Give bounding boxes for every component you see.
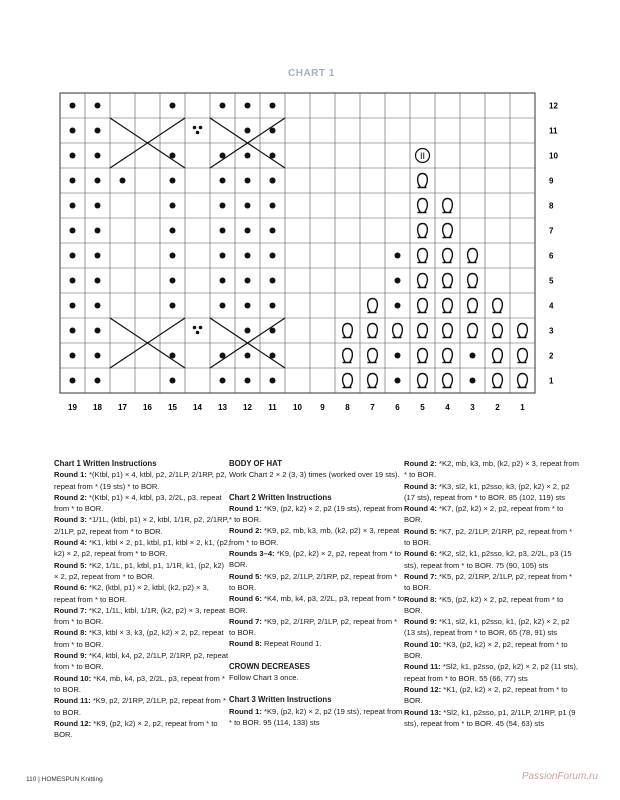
chart1-instructions [54,458,230,740]
round-instruction [404,639,580,662]
purl-dot [95,378,101,384]
col-number: 13 [218,403,227,412]
purl-dot [245,103,251,109]
purl-dot [95,303,101,309]
round-instruction [54,605,230,628]
purl-dot [245,253,251,259]
round-instruction [229,616,405,639]
round-instruction [404,481,580,504]
round-label: Round 2: [54,492,87,502]
col-number: 16 [143,403,152,412]
round-text: *K3, ktbl × 3, k3, (p2, k2) × 2, p2, repeat from * to BOR. [54,628,224,649]
col-number: 12 [243,403,252,412]
purl-dot [70,178,76,184]
round-text: *1/1L, (ktbl, p1) × 2, ktbl, 1/1R, p2, 2/1RP, 2/1LP, p2, repeat from * to BOR. [54,515,229,536]
purl-dot [245,153,251,159]
purl-dot [70,303,76,309]
round-instruction [229,706,405,729]
col-number: 4 [445,403,450,412]
chart1-heading: Chart 1 Written Instructions [54,459,157,468]
round-label: Round 11: [404,662,441,672]
round-text: *K9, (p2, k2) × 2, p2 (19 sts), repeat from * to BOR. 95 (114, 133) sts [229,706,403,727]
purl-dot [170,303,176,309]
col-number: 3 [470,403,475,412]
row-number: 7 [549,226,554,236]
round-text: *Sl2, k1, p2sso, (p2, k2) × 2, p2 (11 sts), repeat from * to BOR. 55 (66, 77) sts [404,662,578,683]
crown-decreases-text: Follow Chart 3 once. [229,673,299,683]
row-number: 5 [549,276,554,286]
round-text: *K9, (p2, k2) × 2, p2, repeat from * to BOR. [229,549,401,570]
purl-dot [220,378,226,384]
purl-dot [395,278,401,284]
round-label: Round 3: [404,481,437,491]
col-number: 15 [168,403,177,412]
purl-dot [395,303,401,309]
round-label: Round 11: [54,696,91,706]
purl-dot [70,153,76,159]
round-instruction [404,458,580,481]
round-text: *(Ktbl, p1) × 4, ktbl, p3, 2/2L, p3, repeat from * to BOR. [54,492,222,514]
bobble-dot [199,326,203,330]
round-text: *K4, ktbl, k4, p2, 2/1LP, 2/1RP, p2, repeat from * to BOR. [54,651,229,672]
chart-title: CHART 1 [288,68,335,79]
purl-dot [245,303,251,309]
round-text: *(Ktbl, p1) × 4, ktbl, p2, 2/1LP, 2/1RP, p2, repeat from * (19 sts) * to BOR. [54,470,227,491]
purl-dot [220,253,226,259]
col-number: 11 [268,403,277,412]
chart2-heading: Chart 2 Written Instructions [229,492,332,502]
purl-dot [270,378,276,384]
round-text: *K4, mb, k4, p3, 2/2L, p3, repeat from * to BOR. [54,673,225,694]
round-label: Round 4: [54,538,87,548]
bobble-dot [193,326,197,330]
round-instruction [404,616,580,639]
round-label: Round 12: [54,718,92,728]
purl-dot [220,203,226,209]
watermark: PassionForum.ru [521,771,598,782]
col-number: 9 [320,403,325,412]
round-text: *K2, 1/1L, p1, ktbl, p1, 1/1R, k1, (p2, k2) × 2, p2, repeat from * to BOR. [54,560,225,581]
purl-dot [170,178,176,184]
body-of-hat-text: Work Chart 2 × 2 (3, 3) times (worked over 19 sts). [229,470,400,480]
round-label: Round 8: [54,628,87,638]
purl-dot [270,203,276,209]
round-instruction [404,684,580,707]
purl-dot [245,128,251,134]
round-text: *K7, (p2, k2) × 2, p2, repeat from * to BOR. [404,504,564,525]
purl-dot [170,378,176,384]
round-text: *K2, mb, k3, mb, (k2, p2) × 3, repeat from * to BOR. [404,459,579,480]
round-text: *K1, ktbl × 2, p1, ktbl, p1, ktbl × 2, k1, (p2, k2) × 2, p2, repeat from * to BOR. [54,538,231,559]
round-label: Round 9: [54,651,87,661]
col-number: 8 [345,403,350,412]
round-instruction [229,638,405,649]
purl-dot [95,128,101,134]
purl-dot [245,203,251,209]
purl-dot [70,203,76,209]
round-text: *K9, p2, mb, k3, mb, (k2, p2) × 3, repeat from * to BOR. [229,526,400,547]
col-number: 2 [495,403,500,412]
round-instruction [54,650,230,673]
purl-dot [70,228,76,234]
round-label: Round 7: [404,571,437,581]
round-instruction [404,661,580,684]
bobble-dot [199,126,203,130]
purl-dot [395,378,401,384]
col-number: 1 [520,403,525,412]
purl-dot [270,278,276,284]
round-label: Round 5: [54,560,87,570]
round-instruction [54,582,230,605]
chart3-continued [404,458,580,729]
round-label: Round 5: [229,571,262,581]
col-number: 19 [68,403,77,412]
round-label: Round 8: [229,639,262,649]
page-footer: 110 | HOMESPUN Knitting [26,776,103,783]
round-label: Round 6: [404,549,437,559]
col-number: 18 [93,403,102,412]
col-number: 7 [370,403,375,412]
purl-dot [95,253,101,259]
purl-dot [95,203,101,209]
purl-dot [470,378,476,384]
purl-dot [95,178,101,184]
round-instruction [404,526,580,549]
round-label: Round 8: [404,594,437,604]
round-label: Round 2: [404,459,437,468]
row-number: 10 [549,151,558,161]
round-label: Round 13: [404,707,442,717]
row-number: 1 [549,376,554,386]
purl-dot [270,303,276,309]
purl-dot [245,278,251,284]
chart3-heading: Chart 3 Written Instructions [229,695,332,705]
col-number: 17 [118,403,127,412]
round-instruction [54,537,230,560]
round-text: *K1, (p2, k2) × 2, p2, repeat from * to BOR. [404,684,568,706]
bobble-dot [196,331,200,335]
row-number: 2 [549,351,554,361]
purl-dot [120,178,126,184]
purl-dot [270,178,276,184]
purl-dot [245,378,251,384]
round-text: *K9, (p2, k2) × 2, p2, repeat from * to BOR. [54,718,218,740]
purl-dot [395,353,401,359]
round-text: *Sl2, k1, p2sso, p1, 2/1LP, 2/1RP, p1 (9 sts), repeat from * to BOR. 45 (54, 63) sts [404,707,576,728]
purl-dot [70,128,76,134]
purl-dot [245,178,251,184]
round-instruction [229,571,405,594]
round-text: *K4, mb, k4, p3, 2/2L, p3, repeat from * to BOR. [229,594,405,615]
purl-dot [170,253,176,259]
row-number: 11 [549,126,558,136]
round-instruction [229,525,405,548]
round-text: *K3, (p2, k2) × 2, p2, repeat from * to BOR. [404,639,568,661]
row-number: 12 [549,101,558,111]
purl-dot [270,228,276,234]
purl-dot [220,228,226,234]
round-label: Round 12: [404,684,442,694]
round-instruction [54,560,230,583]
purl-dot [395,253,401,259]
bobble-dot [193,126,197,130]
round-text: *K3, sl2, k1, p2sso, k3, (p2, k2) × 2, p2 (17 sts), repeat from * to BOR. 85 (102, 119) sts [404,481,570,502]
purl-dot [245,353,251,359]
round-instruction [404,594,580,617]
purl-dot [95,153,101,159]
purl-dot [70,278,76,284]
round-label: Rounds 3–4: [229,549,275,559]
purl-dot [170,203,176,209]
round-label: Round 7: [54,605,87,615]
purl-dot [170,228,176,234]
round-text: *K2, (ktbl, p1) × 2, ktbl, (k2, p2) × 3, repeat from * to BOR. [54,583,209,604]
row-number: 8 [549,201,554,211]
round-label: Round 6: [229,594,262,604]
round-instruction [54,514,230,537]
round-text: Repeat Round 1. [261,639,322,649]
round-text: *K9, p2, 2/1RP, 2/1LP, p2, repeat from * to BOR. [54,696,226,717]
bobble-symbol-text: II [419,151,426,161]
row-number: 4 [549,301,554,311]
purl-dot [220,178,226,184]
body-of-hat-heading: BODY OF HAT [229,459,282,468]
round-instruction [54,718,230,741]
round-text: *K9, p2, 2/1LP, 2/1RP, p2, repeat from * to BOR. [229,571,398,592]
purl-dot [170,103,176,109]
purl-dot [270,103,276,109]
round-label: Round 5: [404,526,437,536]
round-text: *K2, sl2, k1, p2sso, k2, p3, 2/2L, p3 (15 sts), repeat from * to BOR. 75 (90, 105) sts [404,549,572,570]
purl-dot [270,253,276,259]
round-label: Round 7: [229,616,262,626]
round-text: *K5, p2, 2/1RP, 2/1LP, p2, repeat from * to BOR. [404,571,573,593]
purl-dot [220,278,226,284]
col-number: 14 [193,403,202,412]
round-instruction [229,548,405,571]
round-label: Round 3: [54,515,87,525]
purl-dot [220,303,226,309]
purl-dot [70,378,76,384]
purl-dot [95,328,101,334]
round-instruction [404,548,580,571]
round-text: *K2, 1/1L, ktbl, 1/1R, (k2, p2) × 3, repeat from * to BOR. [54,605,226,627]
round-instruction [229,593,405,616]
purl-dot [245,228,251,234]
round-instruction [54,492,230,515]
round-label: Round 9: [404,617,437,627]
purl-dot [70,353,76,359]
col-number: 5 [420,403,425,412]
purl-dot [220,103,226,109]
round-instruction [404,571,580,594]
col-number: 6 [395,403,400,412]
round-label: Round 1: [229,706,262,716]
round-instruction [54,627,230,650]
purl-dot [170,278,176,284]
purl-dot [95,278,101,284]
row-number: 3 [549,326,554,336]
purl-dot [245,328,251,334]
bobble-dot [196,131,200,135]
crown-decreases-heading: CROWN DECREASES [229,661,311,671]
round-instruction [404,707,580,730]
round-text: *K9, p2, 2/1RP, 2/1LP, p2, repeat from * to BOR. [229,616,398,638]
round-label: Round 1: [54,470,87,480]
purl-dot [95,228,101,234]
purl-dot [470,353,476,359]
round-text: *K7, p2, 2/1LP, 2/1RP, p2, repeat from * to BOR. [404,526,573,548]
round-text: *K5, (p2, k2) × 2, p2, repeat from * to BOR. [404,594,564,615]
round-label: Round 10: [54,673,92,683]
purl-dot [70,253,76,259]
purl-dot [95,103,101,109]
purl-dot [95,353,101,359]
round-instruction [54,673,230,696]
round-instruction [229,503,405,526]
round-label: Round 10: [404,639,442,649]
round-label: Round 4: [404,504,437,514]
round-label: Round 1: [229,503,262,513]
body-of-hat-section [229,458,405,728]
round-text: *K9, (p2, k2) × 2, p2 (19 sts), repeat from * to BOR. [229,503,403,525]
round-label: Round 2: [229,526,262,536]
purl-dot [70,328,76,334]
col-number: 10 [293,403,302,412]
round-instruction [54,469,230,492]
round-instruction [54,695,230,718]
purl-dot [70,103,76,109]
row-number: 9 [549,176,554,186]
round-instruction [404,503,580,526]
round-text: *K1, sl2, k1, p2sso, k1, (p2, k2) × 2, p2 (13 sts), repeat from * to BOR. 65 (78, 91) sts [404,617,570,638]
row-number: 6 [549,251,554,261]
round-label: Round 6: [54,583,87,593]
